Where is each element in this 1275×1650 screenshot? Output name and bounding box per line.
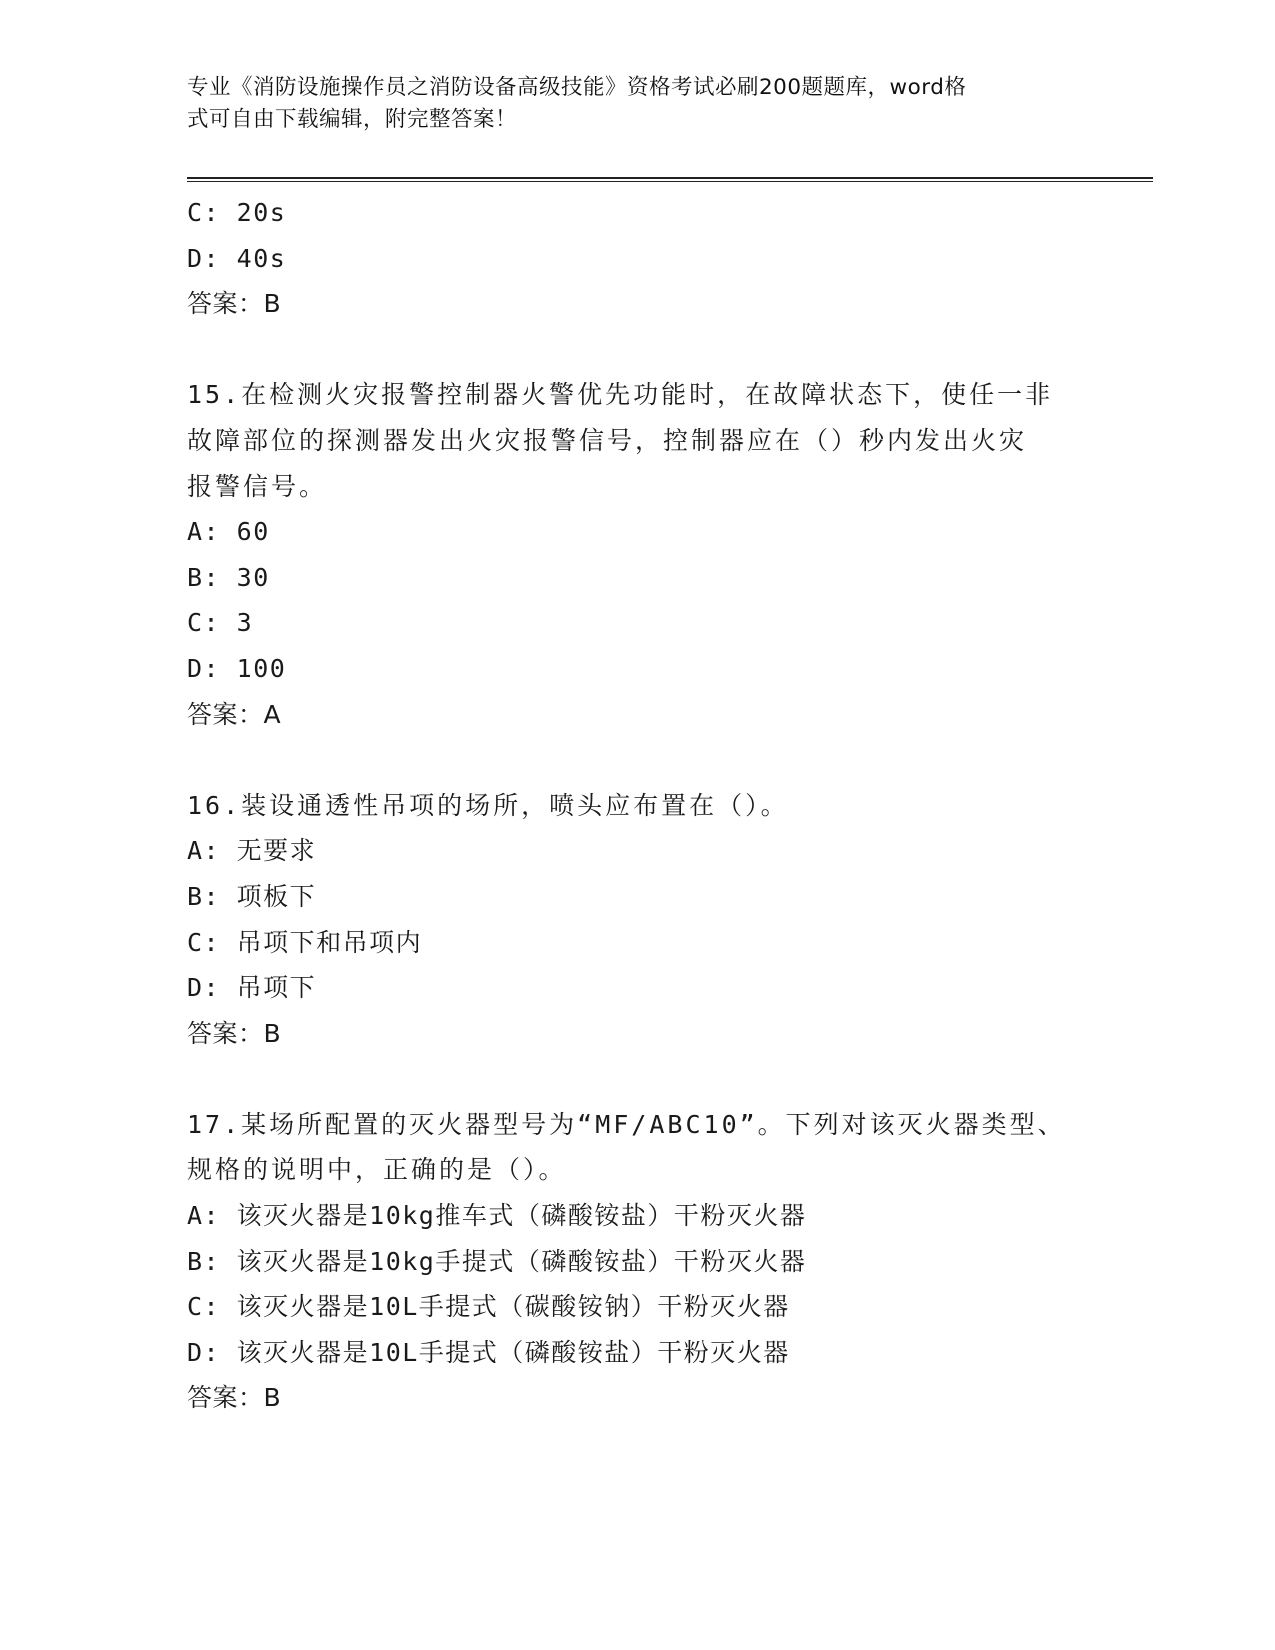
- spacer: [187, 737, 1067, 783]
- option-line: D: 40s: [187, 243, 287, 273]
- question-stem-line: 17.某场所配置的灭火器型号为“MF/ABC10”。下列对该灭火器类型、: [187, 1109, 1066, 1139]
- carryover-question: [187, 190, 1067, 327]
- question-stem-line: 故障部位的探测器发出火灾报警信号，控制器应在（）秒内发出火灾: [187, 425, 1028, 455]
- question-17: [187, 1102, 1067, 1421]
- question-16: [187, 783, 1067, 1057]
- option-line: D: 该灭火器是10L手提式（磷酸铵盐）干粉灭火器: [187, 1337, 790, 1367]
- option-line: A: 该灭火器是10kg推车式（磷酸铵盐）干粉灭火器: [187, 1201, 807, 1231]
- spacer: [187, 1056, 1067, 1102]
- option-line: B: 项板下: [187, 881, 317, 911]
- header-divider-thin: [187, 181, 1153, 182]
- question-15: [187, 372, 1067, 737]
- option-line: D: 吊项下: [187, 973, 317, 1003]
- option-line: C: 20s: [187, 198, 287, 227]
- option-line: B: 该灭火器是10kg手提式（磷酸铵盐）干粉灭火器: [187, 1246, 807, 1276]
- option-line: B: 30: [187, 562, 270, 592]
- answer-line: 答案：B: [187, 1383, 282, 1413]
- option-line: A: 无要求: [187, 836, 317, 866]
- answer-line: 答案：B: [187, 1018, 282, 1048]
- option-line: C: 吊项下和吊项内: [187, 927, 423, 957]
- answer-line: 答案：B: [187, 289, 282, 319]
- option-line: C: 3: [187, 608, 254, 638]
- question-content: [187, 190, 1067, 1421]
- option-line: D: 100: [187, 653, 287, 683]
- header-divider-thick: [187, 177, 1153, 179]
- answer-line: 答案：A: [187, 699, 282, 729]
- question-stem-line: 规格的说明中，正确的是（）。: [187, 1155, 567, 1185]
- option-line: C: 该灭火器是10L手提式（碳酸铵钠）干粉灭火器: [187, 1292, 790, 1322]
- document-header: [187, 72, 1067, 136]
- question-stem-line: 16.装设通透性吊项的场所，喷头应布置在（）。: [187, 790, 789, 820]
- header-line-2: 式可自由下载编辑，附完整答案！: [187, 107, 518, 132]
- question-stem-line: 报警信号。: [187, 471, 328, 501]
- question-stem-line: 15.在检测火灾报警控制器火警优先功能时，在故障状态下，使任一非: [187, 380, 1054, 410]
- header-line-1: 专业《消防设施操作员之消防设备高级技能》资格考试必刷200题题库，word格: [187, 75, 967, 100]
- option-line: A: 60: [187, 517, 270, 547]
- spacer: [187, 327, 1067, 373]
